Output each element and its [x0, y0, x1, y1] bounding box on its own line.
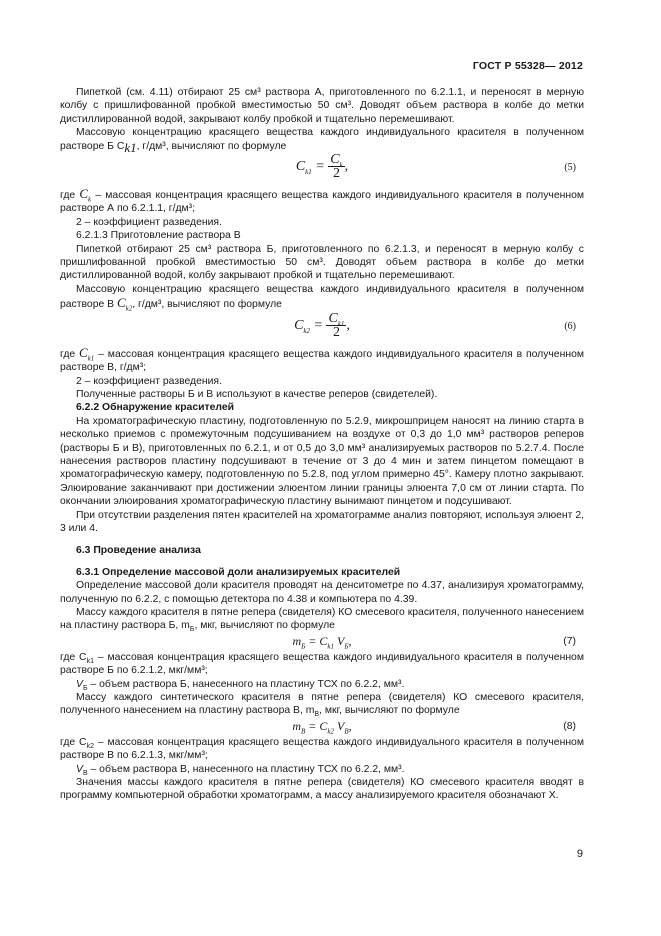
paragraph: Пипеткой отбирают 25 см³ раствора Б, приготовленного по 6.2.1.3, и переносят в мерную колбу с пришлифованной пробкой вместимостью 50 см³. Доводят объем раствора в колбе до метки дистиллированной водой, колбу закрывают пробкой и тщательно перемешивают. [60, 243, 584, 282]
paragraph: где $C_{k2}$ – массовая концентрация красящего вещества каждого индивидуального красителя в полученном растворе В по 6.2.1.3, мкг/мм³; [60, 736, 584, 762]
paragraph: На хроматографическую пластину, подготовленную по 5.2.9, микрошприцем наносят на линию старта в несколько приемов с промежуточным подсушиванием на воздухе от 0,3 до 1,0 мм³ растворов реперов (растворы Б и В), приготовленных по 6.2.1, и от 0,5 до 3,0 мм³ анализируемых растворов по 5.2.7.4. После нанесения растворов пластину подсушивают в течение от 3 до 4 мин и затем пинцетом помещают в хроматографическую камеру, подготовленную по 5.2.8, под углом примерно 45°. Камеру плотно закрывают. Элюирование заканчивают при достижении элюентом линии границы элюента 7,0 см от линии старта. По окончании элюирования хроматографическую пластину вынимают пинцетом и подсушивают. [60, 415, 584, 508]
paragraph: Массу каждого красителя в пятне репера (свидетеля) КО смесевого красителя, полученного нанесением на пластину раствора Б, $m_Б$, мкг, вычисляют по формуле [60, 607, 584, 634]
paragraph: Полученные растворы Б и В используют в качестве реперов (свидетелей). [76, 388, 438, 400]
paragraph: где $C_{k1}$ – массовая концентрация красящего вещества каждого индивидуального красителя в полученном растворе В, г/дм³; [60, 344, 584, 374]
formula-number: (6) [564, 320, 576, 332]
document-header: ГОСТ Р 55328— 2012 [472, 60, 583, 72]
section-heading: 6.2.1.3 Приготовление раствора В [76, 230, 241, 242]
paragraph: где $C_k$ – массовая концентрация красящего вещества каждого индивидуального красителя в полученном растворе А по 6.2.1.1, г/дм³; [60, 186, 584, 215]
page-number: 9 [576, 848, 583, 860]
paragraph: $V_Б$ – объем раствора Б, нанесенного на пластину ТСХ по 6.2.2, мм³. [76, 678, 405, 692]
section-heading: 6.2.2 Обнаружение красителей [76, 402, 234, 414]
paragraph: Определение массовой доли красителя проводят на денситометре по 4.37, анализируя хроматограмму, полученную по 6.2.2, с помощью детектора по 4.38 и компьютера по 4.39. [60, 580, 584, 605]
paragraph: Массу каждого синтетического красителя в пятне репера (свидетеля) КО смесевого красителя, полученного нанесением на пластину раствора В, $m_В$, мкг, вычисляют по формуле [60, 692, 584, 719]
formula-8: $m_В = C_{k2}$ $V_В$, (8) [292, 718, 576, 736]
section-heading: 6.3 Проведение анализа [76, 545, 201, 557]
formula-7: $m_Б = C_{k1}$ $V_Б$, (7) [292, 633, 576, 651]
paragraph: 2 – коэффициент разведения. [76, 375, 222, 387]
formula-6: $C_{k2}$ = $\frac{C_{k1}}{2}$ , (6) [294, 310, 576, 341]
paragraph: где $C_{k1}$ – массовая концентрация красящего вещества каждого индивидуального красителя в полученном растворе Б по 6.2.1.2, мкг/мм³; [60, 651, 584, 677]
paragraph: Пипеткой (см. 4.11) отбирают 25 см³ раствора А, приготовленного по 6.2.1.1, и переносят в мерную колбу с пришлифованной пробкой вместимостью 50 см³. Доводят объем раствора в колбе до метки дистиллированной водой, закрывают колбу пробкой и тщательно перемешивают. [60, 87, 584, 125]
section-heading: 6.3.1 Определение массовой доли анализируемых красителей [76, 566, 401, 578]
document-body [60, 86, 584, 803]
paragraph: 2 – коэффициент разведения. [76, 216, 222, 228]
formula-number: (8) [563, 720, 576, 732]
paragraph: Массовую концентрацию красящего вещества каждого индивидуального красителя в полученном растворе Б $C_{k1}$, г/дм³, вычисляют по формуле [60, 127, 584, 155]
paragraph: При отсутствии разделения пятен красителей на хроматограмме анализ повторяют, используя элюент 2, 3 или 4. [60, 509, 584, 534]
paragraph: $V_В$ – объем раствора В, нанесенного на пластину ТСХ по 6.2.2, мм³. [76, 763, 405, 777]
paragraph: Массовую концентрацию красящего вещества каждого индивидуального красителя в полученном растворе В $C_{k2}$, г/дм³, вычисляют по формуле [60, 283, 584, 313]
formula-5: $C_{k1}$ = $\frac{C_k}{2}$ , (5) [295, 152, 576, 182]
formula-number: (5) [564, 162, 576, 174]
formula-number: (7) [563, 635, 576, 647]
paragraph: Значения массы каждого красителя в пятне репера (свидетеля) КО смесевого красителя вводят в программу компьютерной обработки хроматограмм, а массу анализируемого красителя обозначают X. [60, 777, 584, 802]
